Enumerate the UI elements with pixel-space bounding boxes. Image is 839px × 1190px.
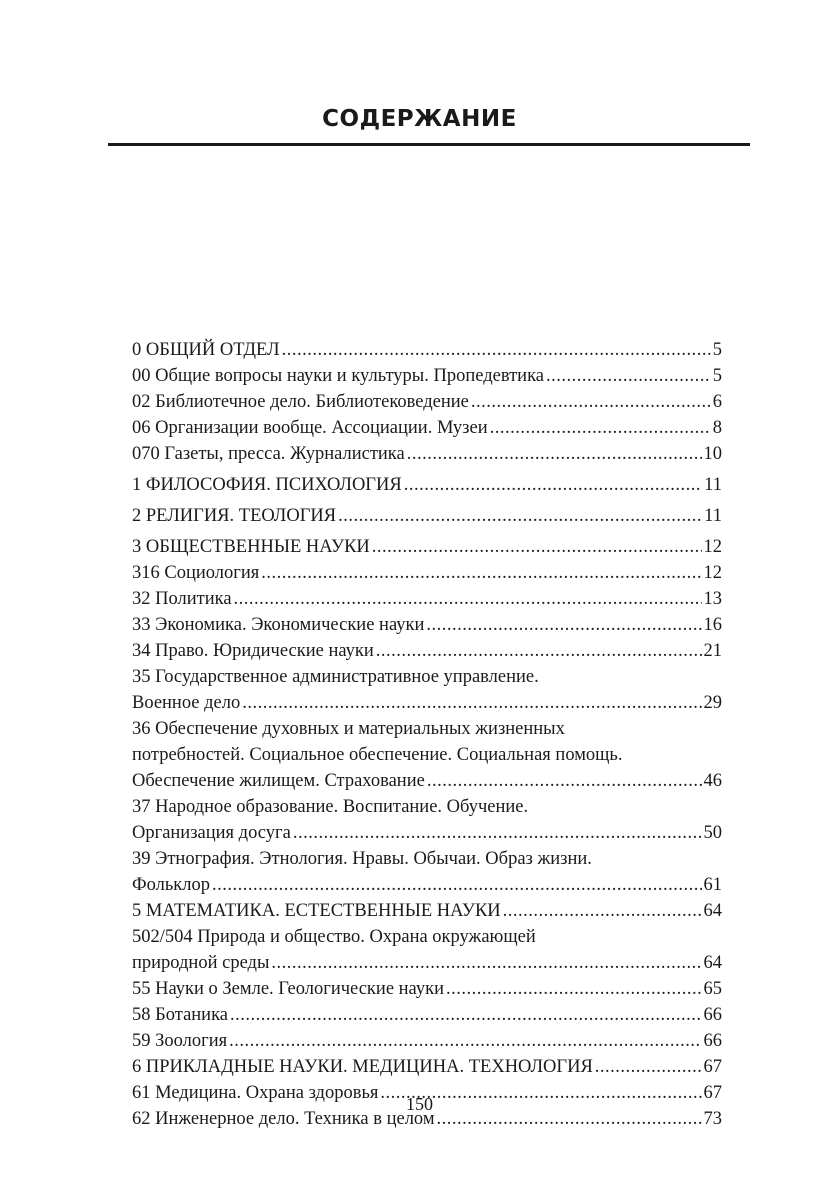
toc-entry-page: 66 <box>703 1031 722 1051</box>
toc-entry-page: 64 <box>703 901 722 921</box>
toc-entry[interactable] <box>132 534 722 560</box>
dot-leader <box>282 337 711 363</box>
toc-entry-page: 65 <box>703 979 722 999</box>
dot-leader <box>471 389 711 415</box>
dot-leader <box>376 638 702 664</box>
toc-entry-line <box>132 638 722 664</box>
toc-entry[interactable] <box>132 976 722 1002</box>
toc-entry-text: 316 Социология <box>132 563 260 583</box>
dot-leader <box>503 898 702 924</box>
toc-entry[interactable] <box>132 363 722 389</box>
toc-entry-text: 1 ФИЛОСОФИЯ. ПСИХОЛОГИЯ <box>132 475 402 495</box>
toc-entry-text: 33 Экономика. Экономические науки <box>132 615 425 635</box>
toc-entry[interactable] <box>132 503 722 529</box>
toc-entry-page: 10 <box>703 444 722 464</box>
dot-leader <box>407 441 702 467</box>
toc-entry-text: 502/504 Природа и общество. Охрана окружающей <box>132 927 536 947</box>
toc-entry-line <box>132 1054 722 1080</box>
toc-entry-page: 16 <box>703 615 722 635</box>
table-of-contents <box>132 337 722 1132</box>
page-title: СОДЕРЖАНИЕ <box>322 106 517 132</box>
toc-entry-page: 50 <box>703 823 722 843</box>
dot-leader <box>404 472 702 498</box>
dot-leader <box>546 363 711 389</box>
toc-entry-page: 64 <box>703 953 722 973</box>
toc-entry[interactable] <box>132 716 722 794</box>
toc-entry[interactable] <box>132 612 722 638</box>
toc-entry-line <box>132 768 722 794</box>
dot-leader <box>234 586 702 612</box>
dot-leader <box>261 560 701 586</box>
toc-entry-line <box>132 872 722 898</box>
toc-entry-page: 12 <box>703 563 722 583</box>
toc-entry-line <box>132 389 722 415</box>
toc-entry-text: 070 Газеты, пресса. Журналистика <box>132 444 405 464</box>
toc-entry-page: 29 <box>703 693 722 713</box>
dot-leader <box>372 534 702 560</box>
toc-entry-line <box>132 1002 722 1028</box>
toc-entry-page: 13 <box>703 589 722 609</box>
toc-entry-text: 0 ОБЩИЙ ОТДЕЛ <box>132 340 280 360</box>
toc-entry-text: 39 Этнография. Этнология. Нравы. Обычаи. Образ жизни. <box>132 849 592 869</box>
toc-entry-text: 5 МАТЕМАТИКА. ЕСТЕСТВЕННЫЕ НАУКИ <box>132 901 501 921</box>
toc-entry[interactable] <box>132 664 722 716</box>
toc-entry[interactable] <box>132 846 722 898</box>
dot-leader <box>212 872 701 898</box>
dot-leader <box>242 690 701 716</box>
toc-entry-line <box>132 337 722 363</box>
toc-entry-text: Военное дело <box>132 693 241 713</box>
toc-entry-line <box>132 586 722 612</box>
toc-entry-text: потребностей. Социальное обеспечение. Социальная помощь. <box>132 745 623 765</box>
toc-entry[interactable] <box>132 389 722 415</box>
toc-entry-page: 12 <box>703 537 722 557</box>
dot-leader <box>230 1002 702 1028</box>
dot-leader <box>271 950 701 976</box>
toc-entry-line <box>132 690 722 716</box>
toc-entry-line <box>132 1028 722 1054</box>
toc-entry-page: 11 <box>704 506 722 526</box>
toc-entry-line <box>132 898 722 924</box>
toc-entry-text: 34 Право. Юридические науки <box>132 641 374 661</box>
toc-entry-page: 11 <box>704 475 722 495</box>
toc-entry-text: 35 Государственное административное управление. <box>132 667 539 687</box>
toc-entry-text: 6 ПРИКЛАДНЫЕ НАУКИ. МЕДИЦИНА. ТЕХНОЛОГИЯ <box>132 1057 593 1077</box>
toc-entry[interactable] <box>132 337 722 363</box>
toc-entry-text: Фольклор <box>132 875 211 895</box>
toc-entry-text: Обеспечение жилищем. Страхование <box>132 771 425 791</box>
toc-entry-text: 59 Зоология <box>132 1031 228 1051</box>
toc-entry-page: 66 <box>703 1005 722 1025</box>
toc-entry-text: 36 Обеспечение духовных и материальных жизненных <box>132 719 565 739</box>
toc-entry-line <box>132 472 722 498</box>
toc-entry-text: 55 Науки о Земле. Геологические науки <box>132 979 444 999</box>
toc-entry[interactable] <box>132 638 722 664</box>
toc-entry[interactable] <box>132 560 722 586</box>
dot-leader <box>293 820 702 846</box>
dot-leader <box>595 1054 702 1080</box>
toc-entry[interactable] <box>132 1002 722 1028</box>
toc-entry-line <box>132 820 722 846</box>
toc-entry[interactable] <box>132 794 722 846</box>
toc-entry-text: 00 Общие вопросы науки и культуры. Пропедевтика <box>132 366 545 386</box>
toc-entry-page: 61 <box>703 875 722 895</box>
toc-entry-text: 02 Библиотечное дело. Библиотековедение <box>132 392 469 412</box>
dot-leader <box>427 768 702 794</box>
toc-entry-page: 67 <box>703 1083 722 1103</box>
toc-entry-text: 62 Инженерное дело. Техника в целом <box>132 1109 435 1129</box>
toc-entry-page: 73 <box>703 1109 722 1129</box>
toc-entry[interactable] <box>132 472 722 498</box>
toc-entry[interactable] <box>132 898 722 924</box>
toc-entry[interactable] <box>132 415 722 441</box>
toc-entry-line <box>132 363 722 389</box>
toc-entry-text: 32 Политика <box>132 589 232 609</box>
page-number: 150 <box>406 1094 433 1114</box>
toc-entry-line <box>132 441 722 467</box>
dot-leader <box>490 415 711 441</box>
toc-entry-page: 5 <box>712 340 722 360</box>
toc-entry-text: 06 Организации вообще. Ассоциации. Музеи <box>132 418 488 438</box>
toc-entry-text: Организация досуга <box>132 823 291 843</box>
toc-entry-page: 67 <box>703 1057 722 1077</box>
toc-entry-line <box>132 503 722 529</box>
dot-leader <box>229 1028 701 1054</box>
toc-entry[interactable] <box>132 441 722 467</box>
toc-entry-line <box>132 612 722 638</box>
toc-entry-text: 61 Медицина. Охрана здоровья <box>132 1083 379 1103</box>
toc-entry-text: 37 Народное образование. Воспитание. Обучение. <box>132 797 529 817</box>
toc-entry[interactable] <box>132 924 722 976</box>
toc-entry-page: 21 <box>703 641 722 661</box>
toc-entry-page: 46 <box>703 771 722 791</box>
toc-entry-line <box>132 976 722 1002</box>
toc-entry-page: 5 <box>712 366 722 386</box>
toc-entry-text: 58 Ботаника <box>132 1005 228 1025</box>
toc-entry-line <box>132 560 722 586</box>
toc-entry-line <box>132 534 722 560</box>
toc-entry-text: природной среды <box>132 953 270 973</box>
toc-entry-page: 6 <box>712 392 722 412</box>
toc-entry-page: 8 <box>712 418 722 438</box>
toc-entry-line <box>132 415 722 441</box>
toc-entry-text: 2 РЕЛИГИЯ. ТЕОЛОГИЯ <box>132 506 337 526</box>
title-underline <box>108 143 750 146</box>
toc-entry[interactable] <box>132 1028 722 1054</box>
dot-leader <box>338 503 702 529</box>
toc-entry[interactable] <box>132 586 722 612</box>
toc-entry-text: 3 ОБЩЕСТВЕННЫЕ НАУКИ <box>132 537 370 557</box>
toc-entry[interactable] <box>132 1054 722 1080</box>
dot-leader <box>426 612 701 638</box>
toc-entry-line <box>132 950 722 976</box>
dot-leader <box>446 976 702 1002</box>
